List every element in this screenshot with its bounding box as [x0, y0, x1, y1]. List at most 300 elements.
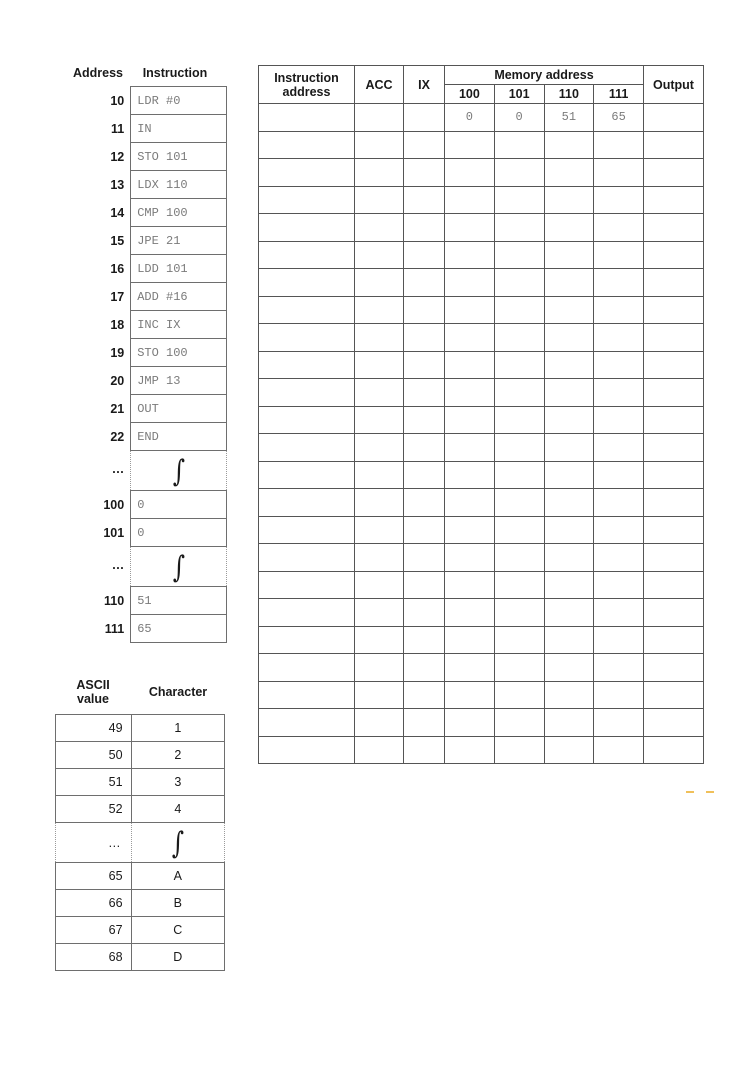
trace-header-instruction-address	[259, 66, 355, 104]
ascii-row	[56, 769, 225, 796]
trace-cell-acc[interactable]	[355, 709, 404, 737]
program-row	[55, 283, 227, 311]
trace-cell-memory-110[interactable]	[544, 241, 594, 269]
trace-cell-memory-111[interactable]	[594, 489, 644, 517]
trace-cell-instruction-address[interactable]	[259, 351, 355, 379]
trace-header-row-1	[259, 66, 704, 85]
trace-cell-memory-101[interactable]	[494, 324, 544, 352]
trace-cell-memory-101[interactable]	[494, 379, 544, 407]
trace-row-blank	[259, 269, 704, 297]
ascii-row-character: 3	[131, 769, 224, 796]
trace-cell-acc[interactable]	[355, 379, 404, 407]
trace-row-blank	[259, 406, 704, 434]
program-row-address: 15	[110, 233, 125, 248]
continuation-squiggle-icon: ∫	[172, 453, 185, 489]
trace-cell-ix[interactable]	[404, 516, 445, 544]
trace-cell-ix[interactable]	[404, 104, 445, 132]
program-row	[55, 87, 227, 115]
trace-cell-instruction-address[interactable]	[259, 296, 355, 324]
program-row-address: 101	[103, 525, 125, 540]
trace-cell-ix[interactable]	[404, 241, 445, 269]
trace-cell-memory-101[interactable]	[494, 131, 544, 159]
trace-cell-ix[interactable]	[404, 324, 445, 352]
program-header-address: Address	[72, 66, 123, 80]
trace-cell-ix[interactable]	[404, 131, 445, 159]
trace-cell-memory-110[interactable]	[544, 351, 594, 379]
trace-cell-ix[interactable]	[404, 489, 445, 517]
ascii-row	[56, 742, 225, 769]
page-artifact-mark	[686, 791, 714, 795]
trace-cell-instruction-address[interactable]	[259, 709, 355, 737]
trace-cell-output[interactable]	[644, 544, 704, 572]
program-row-address: 13	[110, 177, 125, 192]
trace-cell-memory-110[interactable]	[544, 626, 594, 654]
trace-row-blank	[259, 654, 704, 682]
trace-cell-output[interactable]	[644, 461, 704, 489]
trace-cell-ix[interactable]	[404, 654, 445, 682]
trace-cell-memory-100[interactable]	[445, 489, 495, 517]
trace-cell-ix[interactable]	[404, 351, 445, 379]
trace-cell-memory-100[interactable]	[445, 296, 495, 324]
trace-cell-memory-101[interactable]	[494, 186, 544, 214]
trace-cell-acc[interactable]	[355, 681, 404, 709]
program-row-address: 18	[110, 317, 125, 332]
ascii-header-value-line2: value	[77, 692, 109, 706]
trace-header-memory-101: 101	[494, 85, 544, 104]
trace-row-blank	[259, 461, 704, 489]
trace-header-memory-110: 110	[544, 85, 594, 104]
trace-cell-memory-101[interactable]	[494, 241, 544, 269]
trace-cell-acc[interactable]	[355, 351, 404, 379]
trace-cell-memory-100[interactable]	[445, 599, 495, 627]
program-row-instruction: 51	[131, 587, 227, 615]
trace-cell-memory-111[interactable]	[594, 296, 644, 324]
ascii-row-value: 52	[56, 796, 132, 823]
trace-cell-memory-110[interactable]	[544, 571, 594, 599]
trace-cell-output[interactable]	[644, 296, 704, 324]
trace-table-block	[258, 65, 704, 764]
ascii-row-value: ...	[56, 823, 132, 863]
trace-cell-memory-111[interactable]	[594, 214, 644, 242]
program-row	[55, 143, 227, 171]
trace-cell-ix[interactable]	[404, 379, 445, 407]
ascii-row-character: B	[131, 890, 224, 917]
trace-cell-ix[interactable]	[404, 434, 445, 462]
trace-cell-output[interactable]	[644, 709, 704, 737]
trace-header-instruction-address-line2: address	[282, 84, 331, 99]
trace-cell-acc[interactable]	[355, 626, 404, 654]
trace-cell-memory-100[interactable]	[445, 681, 495, 709]
trace-cell-instruction-address[interactable]	[259, 269, 355, 297]
trace-cell-acc[interactable]	[355, 599, 404, 627]
trace-cell-instruction-address[interactable]	[259, 104, 355, 132]
trace-cell-memory-110[interactable]	[544, 434, 594, 462]
trace-cell-instruction-address[interactable]	[259, 626, 355, 654]
trace-cell-memory-111[interactable]	[594, 351, 644, 379]
trace-cell-memory-101[interactable]	[494, 269, 544, 297]
trace-cell-acc[interactable]	[355, 654, 404, 682]
trace-cell-acc[interactable]	[355, 269, 404, 297]
trace-cell-ix[interactable]	[404, 159, 445, 187]
ascii-header-character: Character	[148, 685, 208, 699]
trace-row-blank	[259, 709, 704, 737]
trace-cell-ix[interactable]	[404, 681, 445, 709]
trace-cell-memory-101[interactable]	[494, 599, 544, 627]
ascii-row-value: 51	[56, 769, 132, 796]
program-row-instruction: JPE 21	[131, 227, 227, 255]
trace-cell-output[interactable]	[644, 736, 704, 764]
trace-cell-memory-100[interactable]	[445, 434, 495, 462]
trace-cell-memory-101[interactable]	[494, 654, 544, 682]
trace-cell-output[interactable]	[644, 241, 704, 269]
trace-cell-memory-111[interactable]	[594, 186, 644, 214]
trace-header-acc: ACC	[355, 66, 404, 104]
trace-row-blank	[259, 544, 704, 572]
trace-cell-memory-100[interactable]: 0	[445, 104, 495, 132]
trace-table	[258, 65, 704, 764]
trace-cell-acc[interactable]	[355, 461, 404, 489]
trace-header-memory-111: 111	[594, 85, 644, 104]
trace-cell-memory-100[interactable]	[445, 461, 495, 489]
continuation-squiggle-icon: ∫	[172, 549, 185, 585]
trace-cell-memory-110[interactable]: 51	[544, 104, 594, 132]
trace-cell-ix[interactable]	[404, 214, 445, 242]
trace-cell-memory-110[interactable]	[544, 186, 594, 214]
trace-cell-memory-101[interactable]	[494, 709, 544, 737]
ascii-row-value: 50	[56, 742, 132, 769]
trace-cell-output[interactable]	[644, 269, 704, 297]
trace-cell-output[interactable]	[644, 626, 704, 654]
program-listing-header	[55, 66, 227, 80]
trace-cell-memory-100[interactable]	[445, 351, 495, 379]
trace-cell-memory-100[interactable]	[445, 324, 495, 352]
ascii-row-character: 2	[131, 742, 224, 769]
trace-cell-memory-111[interactable]	[594, 131, 644, 159]
trace-cell-output[interactable]	[644, 489, 704, 517]
trace-cell-ix[interactable]	[404, 461, 445, 489]
trace-cell-memory-100[interactable]	[445, 516, 495, 544]
trace-row-blank	[259, 131, 704, 159]
program-row	[55, 587, 227, 615]
trace-cell-output[interactable]	[644, 681, 704, 709]
trace-row-blank	[259, 571, 704, 599]
trace-cell-ix[interactable]	[404, 186, 445, 214]
trace-cell-memory-100[interactable]	[445, 131, 495, 159]
trace-cell-output[interactable]	[644, 599, 704, 627]
trace-cell-acc[interactable]	[355, 406, 404, 434]
trace-cell-memory-110[interactable]	[544, 654, 594, 682]
program-row	[55, 367, 227, 395]
trace-cell-instruction-address[interactable]	[259, 571, 355, 599]
trace-row-blank	[259, 214, 704, 242]
trace-cell-instruction-address[interactable]	[259, 324, 355, 352]
program-row	[55, 311, 227, 339]
trace-row-blank	[259, 626, 704, 654]
program-row	[55, 451, 227, 491]
program-row	[55, 171, 227, 199]
trace-cell-memory-100[interactable]	[445, 654, 495, 682]
trace-cell-memory-110[interactable]	[544, 379, 594, 407]
trace-cell-memory-111[interactable]	[594, 269, 644, 297]
trace-table-body	[259, 104, 704, 764]
trace-cell-memory-110[interactable]	[544, 544, 594, 572]
program-row-instruction: LDD 101	[131, 255, 227, 283]
program-row-instruction: LDR #0	[131, 87, 227, 115]
trace-cell-instruction-address[interactable]	[259, 599, 355, 627]
program-header-instruction: Instruction	[142, 66, 208, 80]
trace-cell-memory-111[interactable]	[594, 379, 644, 407]
trace-cell-acc[interactable]	[355, 186, 404, 214]
trace-cell-output[interactable]	[644, 406, 704, 434]
trace-cell-ix[interactable]	[404, 626, 445, 654]
trace-cell-instruction-address[interactable]	[259, 406, 355, 434]
trace-cell-memory-111[interactable]	[594, 736, 644, 764]
ascii-row-continuation-mark	[131, 823, 224, 863]
trace-cell-memory-111[interactable]	[594, 461, 644, 489]
continuation-squiggle-icon: ∫	[171, 825, 184, 861]
trace-cell-output[interactable]	[644, 434, 704, 462]
trace-cell-memory-111[interactable]	[594, 709, 644, 737]
trace-cell-instruction-address[interactable]	[259, 379, 355, 407]
trace-cell-acc[interactable]	[355, 736, 404, 764]
trace-cell-memory-101[interactable]	[494, 461, 544, 489]
ascii-row	[56, 944, 225, 971]
program-row-address: ...	[112, 557, 125, 572]
trace-cell-memory-101[interactable]	[494, 434, 544, 462]
trace-cell-output[interactable]	[644, 379, 704, 407]
program-row-address: 19	[110, 345, 125, 360]
trace-cell-memory-110[interactable]	[544, 599, 594, 627]
program-row-instruction: JMP 13	[131, 367, 227, 395]
program-row-instruction: INC IX	[131, 311, 227, 339]
trace-cell-memory-110[interactable]	[544, 159, 594, 187]
trace-cell-output[interactable]	[644, 324, 704, 352]
trace-cell-acc[interactable]	[355, 324, 404, 352]
program-row-address: 16	[110, 261, 125, 276]
trace-row-blank	[259, 489, 704, 517]
trace-cell-memory-100[interactable]	[445, 214, 495, 242]
trace-row-blank	[259, 516, 704, 544]
trace-cell-memory-110[interactable]	[544, 406, 594, 434]
trace-header-memory-100: 100	[445, 85, 495, 104]
ascii-row	[56, 715, 225, 742]
trace-cell-memory-111[interactable]	[594, 544, 644, 572]
trace-row-blank	[259, 296, 704, 324]
trace-cell-memory-110[interactable]	[544, 131, 594, 159]
trace-cell-acc[interactable]	[355, 214, 404, 242]
trace-cell-acc[interactable]	[355, 544, 404, 572]
trace-cell-memory-101[interactable]	[494, 544, 544, 572]
trace-cell-acc[interactable]	[355, 104, 404, 132]
trace-cell-output[interactable]	[644, 654, 704, 682]
trace-row-blank	[259, 434, 704, 462]
trace-cell-memory-100[interactable]	[445, 736, 495, 764]
trace-cell-memory-110[interactable]	[544, 296, 594, 324]
trace-cell-memory-110[interactable]	[544, 709, 594, 737]
trace-cell-ix[interactable]	[404, 544, 445, 572]
trace-cell-instruction-address[interactable]	[259, 434, 355, 462]
program-row-address: ...	[112, 461, 125, 476]
trace-cell-memory-101[interactable]	[494, 736, 544, 764]
program-row-continuation-mark	[131, 451, 227, 491]
trace-cell-acc[interactable]	[355, 241, 404, 269]
trace-cell-memory-101[interactable]	[494, 296, 544, 324]
ascii-row-value: 68	[56, 944, 132, 971]
trace-cell-acc[interactable]	[355, 296, 404, 324]
trace-cell-acc[interactable]	[355, 571, 404, 599]
trace-cell-memory-110[interactable]	[544, 269, 594, 297]
program-row-instruction: LDX 110	[131, 171, 227, 199]
trace-cell-ix[interactable]	[404, 709, 445, 737]
trace-cell-memory-101[interactable]: 0	[494, 104, 544, 132]
trace-cell-instruction-address[interactable]	[259, 654, 355, 682]
program-row-instruction: IN	[131, 115, 227, 143]
trace-cell-acc[interactable]	[355, 516, 404, 544]
program-row-address: 20	[110, 373, 125, 388]
trace-cell-memory-111[interactable]	[594, 159, 644, 187]
program-row	[55, 199, 227, 227]
trace-cell-memory-101[interactable]	[494, 351, 544, 379]
program-row	[55, 519, 227, 547]
trace-cell-ix[interactable]	[404, 406, 445, 434]
trace-cell-memory-111[interactable]	[594, 599, 644, 627]
trace-cell-memory-111[interactable]	[594, 681, 644, 709]
trace-cell-output[interactable]	[644, 351, 704, 379]
ascii-value-character-table	[55, 714, 225, 971]
trace-header-output: Output	[644, 66, 704, 104]
ascii-row-value: 49	[56, 715, 132, 742]
program-row	[55, 255, 227, 283]
ascii-row-value: 67	[56, 917, 132, 944]
trace-cell-instruction-address[interactable]	[259, 544, 355, 572]
ascii-row-character: D	[131, 944, 224, 971]
program-row-address: 17	[110, 289, 125, 304]
program-row-address: 21	[110, 401, 125, 416]
trace-cell-memory-100[interactable]	[445, 379, 495, 407]
trace-cell-output[interactable]	[644, 131, 704, 159]
trace-row-blank	[259, 159, 704, 187]
trace-cell-memory-111[interactable]	[594, 626, 644, 654]
program-row-address: 14	[110, 205, 125, 220]
ascii-row	[56, 917, 225, 944]
trace-header-instruction-address-line1: Instruction	[274, 70, 339, 85]
trace-cell-instruction-address[interactable]	[259, 461, 355, 489]
trace-cell-instruction-address[interactable]	[259, 241, 355, 269]
trace-row-blank	[259, 379, 704, 407]
trace-cell-ix[interactable]	[404, 269, 445, 297]
program-row-address: 110	[104, 593, 125, 608]
ascii-table-header	[55, 670, 225, 714]
trace-cell-memory-101[interactable]	[494, 214, 544, 242]
trace-cell-output[interactable]	[644, 104, 704, 132]
program-row-instruction: STO 100	[131, 339, 227, 367]
trace-cell-output[interactable]	[644, 159, 704, 187]
trace-cell-instruction-address[interactable]	[259, 131, 355, 159]
trace-cell-memory-101[interactable]	[494, 516, 544, 544]
trace-cell-memory-111[interactable]	[594, 434, 644, 462]
trace-cell-instruction-address[interactable]	[259, 159, 355, 187]
program-row	[55, 491, 227, 519]
trace-cell-memory-101[interactable]	[494, 159, 544, 187]
trace-cell-memory-110[interactable]	[544, 461, 594, 489]
ascii-table-body	[56, 715, 225, 971]
trace-table-head	[259, 66, 704, 104]
trace-cell-instruction-address[interactable]	[259, 214, 355, 242]
trace-cell-output[interactable]	[644, 214, 704, 242]
trace-cell-acc[interactable]	[355, 489, 404, 517]
program-listing-block	[55, 66, 227, 643]
trace-cell-memory-110[interactable]	[544, 736, 594, 764]
ascii-row	[56, 796, 225, 823]
ascii-table-block	[55, 670, 225, 971]
program-row	[55, 615, 227, 643]
trace-cell-memory-110[interactable]	[544, 324, 594, 352]
trace-cell-instruction-address[interactable]	[259, 186, 355, 214]
ascii-row	[56, 823, 225, 863]
trace-cell-memory-101[interactable]	[494, 681, 544, 709]
trace-cell-acc[interactable]	[355, 159, 404, 187]
ascii-row-character: 4	[131, 796, 224, 823]
trace-cell-memory-110[interactable]	[544, 681, 594, 709]
trace-cell-output[interactable]	[644, 516, 704, 544]
trace-cell-ix[interactable]	[404, 296, 445, 324]
artifact-dash-1	[686, 791, 694, 793]
trace-cell-output[interactable]	[644, 186, 704, 214]
trace-cell-memory-111[interactable]	[594, 571, 644, 599]
trace-cell-memory-101[interactable]	[494, 406, 544, 434]
trace-cell-instruction-address[interactable]	[259, 516, 355, 544]
trace-cell-instruction-address[interactable]	[259, 489, 355, 517]
trace-cell-memory-111[interactable]	[594, 324, 644, 352]
trace-cell-output[interactable]	[644, 571, 704, 599]
trace-cell-memory-111[interactable]	[594, 516, 644, 544]
trace-cell-ix[interactable]	[404, 736, 445, 764]
trace-cell-memory-110[interactable]	[544, 489, 594, 517]
trace-cell-instruction-address[interactable]	[259, 681, 355, 709]
trace-cell-acc[interactable]	[355, 131, 404, 159]
trace-cell-memory-101[interactable]	[494, 571, 544, 599]
trace-cell-memory-100[interactable]	[445, 159, 495, 187]
trace-row-blank	[259, 186, 704, 214]
trace-cell-ix[interactable]	[404, 571, 445, 599]
trace-cell-memory-100[interactable]	[445, 186, 495, 214]
trace-cell-memory-110[interactable]	[544, 516, 594, 544]
trace-cell-acc[interactable]	[355, 434, 404, 462]
ascii-row-character: C	[131, 917, 224, 944]
trace-cell-ix[interactable]	[404, 599, 445, 627]
trace-cell-memory-110[interactable]	[544, 214, 594, 242]
trace-cell-memory-111[interactable]	[594, 406, 644, 434]
program-row-instruction: 65	[131, 615, 227, 643]
trace-cell-memory-100[interactable]	[445, 709, 495, 737]
trace-cell-memory-100[interactable]	[445, 544, 495, 572]
trace-cell-memory-111[interactable]	[594, 241, 644, 269]
trace-cell-memory-101[interactable]	[494, 489, 544, 517]
ascii-row	[56, 890, 225, 917]
trace-cell-memory-100[interactable]	[445, 406, 495, 434]
trace-cell-memory-100[interactable]	[445, 241, 495, 269]
trace-cell-memory-111[interactable]: 65	[594, 104, 644, 132]
trace-cell-memory-100[interactable]	[445, 571, 495, 599]
trace-cell-memory-101[interactable]	[494, 626, 544, 654]
program-row-instruction: 0	[131, 491, 227, 519]
trace-header-memory-address: Memory address	[445, 66, 644, 85]
ascii-row	[56, 863, 225, 890]
trace-cell-memory-100[interactable]	[445, 626, 495, 654]
trace-cell-instruction-address[interactable]	[259, 736, 355, 764]
trace-cell-memory-111[interactable]	[594, 654, 644, 682]
trace-cell-memory-100[interactable]	[445, 269, 495, 297]
